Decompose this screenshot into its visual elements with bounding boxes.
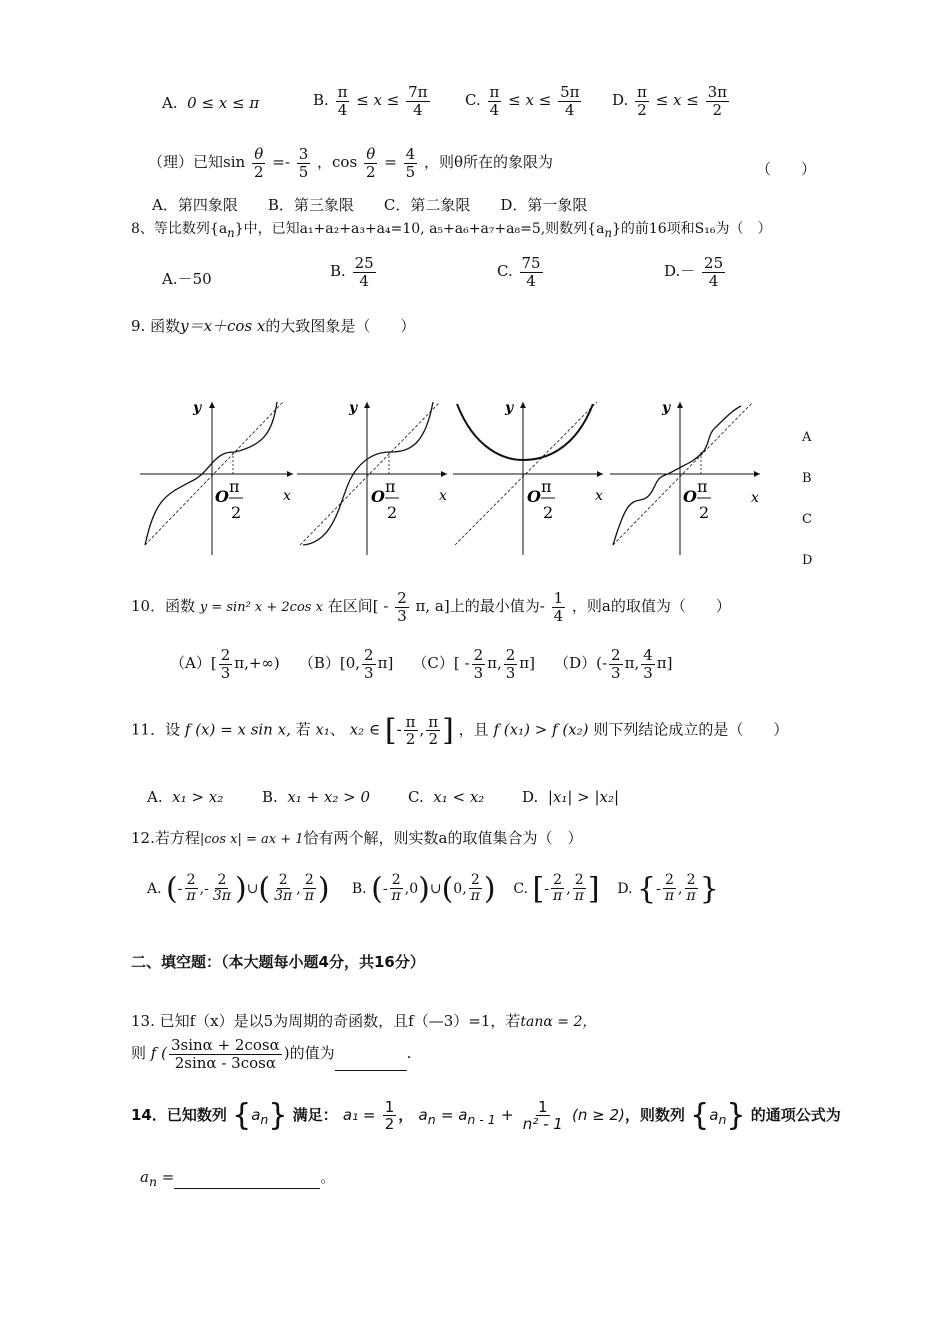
pi-label: π: [385, 477, 396, 496]
q12-option-d: D. {- $\frac{2}{\pi}$ , $\frac{2}{\pi}$ }: [617, 871, 719, 906]
two-label: 2: [387, 503, 398, 522]
q10-option-d: （D）(- $\frac{2}{3}$ π, $\frac{4}{3}$ π]: [554, 646, 673, 682]
x-label: x: [595, 488, 603, 504]
q7-li-stem: （理）已知sin $\frac{\theta}{2}$ =- $\frac{3}{5}$ ，cos $\frac{\theta}{2}$ = $\frac{4}{5}$ ，则θ所在的象限为: [148, 145, 554, 181]
q8-option-b: B. $\frac{25}{4}$: [330, 254, 374, 290]
q10-option-c: （C）[ - $\frac{2}{3}$ π, $\frac{2}{3}$ π]: [412, 646, 536, 682]
q9-label-c: C: [802, 512, 812, 527]
q7-option-a: A. 0 ≤ x ≤ π: [162, 94, 260, 112]
q11-option-d: D. |x₁| > |x₂|: [522, 788, 620, 806]
q10-options: [170, 647, 673, 681]
q12-stem: 12.若方程|cos x| = ax + 1恰有两个解，则实数a的取值集合为（ ）: [131, 829, 583, 847]
q14-stem: 14．已知数列 $\{a_n\}$ 满足： a₁ = $\frac{1}{2}$ ， $a_n = a_{n - 1}$ + $\frac{1}{\text{n² - 1}}$ (n ≥ 2)，则数列 $\{a_n\}$ 的通项公式为: [131, 1097, 841, 1133]
pi-label: π: [697, 477, 708, 496]
two-label: 2: [231, 503, 242, 522]
q11-option-b: B. x₁ + x₂ > 0: [262, 788, 371, 806]
q9-graphs: [135, 390, 775, 565]
q12-options: [147, 871, 719, 906]
q9-stem: 9. 函数y＝x＋cos x的大致图象是（ ）: [131, 317, 416, 335]
y-label: y: [349, 400, 358, 416]
graph-4: [610, 400, 760, 555]
q14-answer-blank[interactable]: [174, 1188, 320, 1189]
q7-option-c: C. $\frac{\pi}{4}$ ≤ x ≤ $\frac{5\pi}{4}$: [465, 83, 580, 119]
q13-line2: 则 f ( $\frac{3\sin\alpha + 2\cos\alpha}{2\sin\alpha - 3\cos\alpha}$ )的值为 .: [131, 1036, 412, 1072]
y-label: y: [662, 400, 671, 416]
q7-option-d: D. $\frac{\pi}{2}$ ≤ x ≤ $\frac{3\pi}{2}$: [612, 83, 728, 119]
q12-option-a: A. (- $\frac{2}{\pi}$ ,- $\frac{2}{3\pi}$ )∪( $\frac{2}{3\pi}$ , $\frac{2}{\pi}$ ): [147, 871, 330, 906]
q9-label-d: D: [802, 553, 813, 568]
origin-label: O: [215, 487, 229, 506]
graph-3: [453, 400, 603, 555]
graph-1: [140, 400, 293, 555]
q8-stem: 8、等比数列$\{a_n\}$中，已知a₁+a₂+a₃+a₄=10, a₅+a₆+a₇+a₈=5,则数列$\{a_n\}$的前16项和S₁₆为（ ）: [131, 221, 772, 240]
q11-option-a: A. x₁ > x₂: [147, 788, 224, 806]
two-label: 2: [543, 503, 554, 522]
graph-2: [297, 400, 447, 555]
q13-answer-blank[interactable]: [335, 1070, 407, 1071]
q10-option-b: （B）[0, $\frac{2}{3}$ π]: [298, 646, 394, 682]
q9-label-a: A: [802, 430, 812, 445]
q12-option-b: B. (- $\frac{2}{\pi}$ ,0)∪(0, $\frac{2}{\pi}$ ): [351, 871, 496, 906]
q8-option-d: D.－ $\frac{25}{4}$: [664, 254, 724, 290]
q10-option-a: （A）[ $\frac{2}{3}$ π,+∞): [170, 646, 280, 682]
q12-option-c: C. [- $\frac{2}{\pi}$ , $\frac{2}{\pi}$ ]: [513, 871, 600, 906]
q11-option-c: C. x₁ < x₂: [408, 788, 485, 806]
x-label: x: [283, 488, 291, 504]
y-label: y: [505, 400, 514, 416]
q8-option-c: C. $\frac{75}{4}$: [497, 254, 541, 290]
q10-stem: 10．函数 y = sin² x + 2cos x 在区间[ - $\frac{2}{3}$ π, a]上的最小值为- $\frac{1}{4}$ ，则a的取值为（ ）: [131, 589, 731, 625]
q9-label-b: B: [802, 471, 812, 486]
pi-label: π: [541, 477, 552, 496]
origin-label: O: [683, 487, 697, 506]
q11-stem: 11．设 f (x) = x sin x, 若 x₁、 x₂ ∈ [- $\frac{\pi}{2}$ , $\frac{\pi}{2}$ ] ，且 f (x₁) > f (x₂) 则下列结论成立的是（ ）: [131, 712, 789, 748]
origin-label: O: [371, 487, 385, 506]
q14-answer: $a_n$ = 。: [140, 1168, 336, 1189]
q7-li-options: A．第四象限 B．第三象限 C．第二象限 D．第一象限: [152, 196, 588, 214]
pi-label: π: [229, 477, 240, 496]
two-label: 2: [699, 503, 710, 522]
origin-label: O: [527, 487, 541, 506]
section-2-heading: 二、填空题：（本大题每小题4分，共16分）: [131, 953, 425, 971]
q8-option-a: A.－50: [162, 270, 212, 288]
x-label: x: [439, 488, 447, 504]
q7-option-b: B. $\frac{\pi}{4}$ ≤ x ≤ $\frac{7\pi}{4}$: [313, 83, 428, 119]
q13-line1: 13. 已知f（x）是以5为周期的奇函数，且f（—3）=1，若tanα = 2，: [131, 1012, 597, 1030]
q7-li-paren: （ ）: [756, 160, 817, 178]
y-label: y: [193, 400, 202, 416]
x-label: x: [751, 490, 759, 506]
